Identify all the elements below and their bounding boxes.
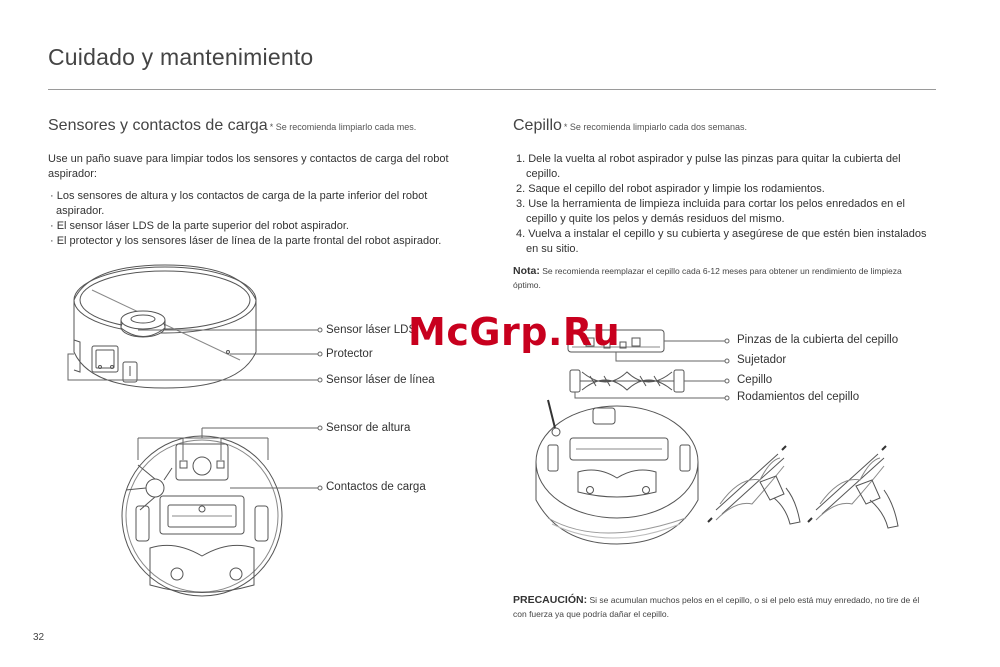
callout-brush-holder: Sujetador [737,354,787,366]
caution-text: Si se acumulan muchos pelos en el cepillo, o si el pelo está muy enredado, no tire de él con fuerza ya que podría dañar el cepillo. [513,595,920,619]
brush-cleaning-illustration-1 [708,446,800,524]
page-number: 32 [33,632,45,643]
caution-note [513,593,933,621]
callout-protector: Protector [326,348,373,360]
left-callout-lines [68,328,322,490]
sensors-intro: Use un paño suave para limpiar todos los sensores y contactos de carga del robot aspirador: [48,153,449,180]
callout-line-laser-sensor: Sensor láser de línea [326,374,435,386]
robot-top-view-illustration [74,265,256,388]
brush-step: 4. Vuelva a instalar el cepillo y su cubierta y asegúrese de que estén bien instalados en su sitio. [516,228,927,255]
note-text: Se recomienda reemplazar el cepillo cada 6-12 meses para obtener un rendimiento de limpieza óptimo. [513,266,902,290]
watermark: McGrp.Ru [408,310,621,354]
callout-brush: Cepillo [737,374,773,386]
sensors-heading-text: Sensores y contactos de carga [48,117,268,134]
brush-cleaning-illustration-2 [808,446,898,528]
note-label: Nota: [513,265,540,277]
brush-step: 2. Saque el cepillo del robot aspirador y limpie los rodamientos. [516,183,825,195]
brush-frequency-note: * Se recomienda limpiarlo cada dos semanas. [563,122,748,132]
sensors-bullet: · El sensor láser LDS de la parte superior del robot aspirador. [50,220,349,232]
callout-charging-contacts: Contactos de carga [326,481,426,493]
callout-brush-cover-clips: Pinzas de la cubierta del cepillo [737,334,899,346]
brush-heading-text: Cepillo [513,117,562,134]
page-title: Cuidado y mantenimiento [48,44,314,70]
sensors-bullet: · El protector y los sensores láser de línea de la parte frontal del robot aspirador. [50,235,442,247]
caution-label: PRECAUCIÓN: [513,594,588,606]
callout-height-sensor: Sensor de altura [326,422,411,434]
callout-brush-bearings: Rodamientos del cepillo [737,391,860,403]
sensors-bullet: · Los sensores de altura y los contactos de carga de la parte inferior del robot aspirador. [50,190,428,217]
callout-lds-sensor: Sensor láser LDS [326,324,417,336]
brush-step: 1. Dele la vuelta al robot aspirador y pulse las pinzas para quitar la cubierta del cepillo. [516,153,901,180]
robot-brush-removal-illustration [536,400,698,544]
brush-step: 3. Use la herramienta de limpieza incluida para cortar los pelos enredados en el cepillo y quite los pelos y demás residuos del mismo. [516,198,905,225]
robot-bottom-view-illustration [122,436,282,596]
brush-roller-illustration [570,370,684,392]
sensors-frequency-note: * Se recomienda limpiarlo cada mes. [269,122,417,132]
